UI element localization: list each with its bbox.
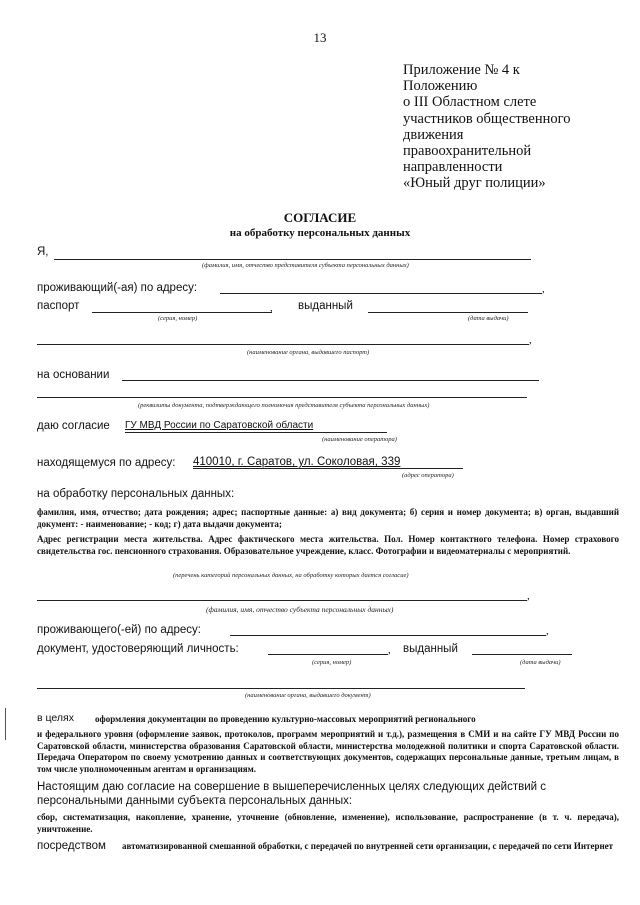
page-number: 13 (313, 30, 327, 45)
passport-issue-date-field[interactable] (368, 312, 528, 313)
subject-address-field[interactable] (230, 635, 546, 636)
passport-number-hint: (серия, номер) (158, 315, 198, 322)
appendix-line: движения (403, 126, 464, 143)
means-text: автоматизированной смешанной обработки, с передачей по внутренней сети организации, с передачей по сети Интернет (122, 841, 614, 851)
subject-issuer-hint: (наименование органа, выдавшего документ) (245, 692, 371, 699)
operator-address-label: находящемуся по адресу: (37, 457, 176, 469)
subject-address-label: проживающего(-ей) по адресу: (37, 624, 201, 636)
comma-mark: , (529, 334, 532, 346)
rep-address-field[interactable] (220, 293, 542, 294)
operator-name: ГУ МВД России по Саратовской области (125, 420, 314, 431)
operator-name-field[interactable] (125, 432, 387, 433)
basis-label: на основании (37, 369, 110, 381)
purpose-first-line: оформления документации по проведению культурно-массовых мероприятий регионального (95, 714, 476, 724)
appendix-line: правоохранительной (403, 143, 532, 160)
means-label: посредством (37, 840, 106, 852)
representative-name-hint: (фамилия, имя, отчество представителя субъекта персональных данных) (202, 262, 409, 269)
appendix-line: Положению (403, 78, 478, 95)
data-categories-hint: (перечень категорий персональных данных, на обработку которых дается согласие) (173, 572, 409, 579)
comma-mark: , (388, 644, 391, 656)
processing-label: на обработку персональных данных: (37, 488, 235, 500)
data-categories-extra: Адрес регистрации места жительства. Адрес фактического места жительства. Пол. Номер контактного телефона. Номер страхового свидетельства гос. пенсионного страхования. Образовательное учреждение, класс. Фотографии и видеоматериалы с мероприятий. (37, 534, 619, 556)
margin-mark (5, 708, 6, 740)
comma-mark: , (270, 302, 273, 314)
appendix-heading (403, 62, 570, 192)
data-categories-main: фамилия, имя, отчество; дата рождения; адрес; паспортные данные: а) вид документа; б) серия и номер документа; в) орган, выдавший документ: - наименование; - код; г) дата выдачи документа; (37, 507, 619, 529)
subject-document-hint: (серия, номер) (312, 659, 352, 666)
comma-mark: , (527, 590, 530, 602)
appendix-line: участников общественного (403, 110, 571, 127)
representative-name-field[interactable] (54, 259, 531, 260)
appendix-line: о III Областном слете (403, 94, 537, 111)
appendix-line: «Юный друг полиции» (403, 175, 546, 192)
basis-hint: (реквизиты документа, подтверждающего полномочия представителя субъекта персональных данных) (138, 402, 430, 409)
subject-issue-date-hint: (дата выдачи) (520, 659, 561, 666)
operator-address-hint: (адрес оператора) (402, 472, 454, 479)
appendix-line: направленности (403, 159, 503, 176)
actions-list: сбор, систематизация, накопление, хранение, уточнение (обновление, изменение), использование, распространение (в т. ч. передача), уничтожение. (37, 812, 619, 834)
subject-issue-date-field[interactable] (472, 654, 572, 655)
i-label: Я, (37, 246, 49, 258)
passport-issuer-field[interactable] (37, 344, 529, 345)
operator-address-field[interactable] (193, 468, 463, 469)
passport-number-field[interactable] (92, 312, 272, 313)
issued-label: выданный (298, 300, 353, 312)
appendix-line: Приложение № 4 к (403, 62, 520, 78)
subject-name-field[interactable] (37, 600, 527, 601)
document-title: СОГЛАСИЕ (283, 210, 357, 225)
operator-name-hint: (наименование оператора) (322, 436, 397, 443)
subject-issuer-field[interactable] (37, 688, 525, 689)
operator-address: 410010, г. Саратов, ул. Соколовая, 339 (193, 456, 401, 468)
subject-issued-label: выданный (403, 643, 458, 655)
passport-issue-date-hint: (дата выдачи) (468, 315, 509, 322)
purpose-text: и федерального уровня (оформление заявок, протоколов, программ мероприятий и т.д.), размещения в СМИ и на сайте ГУ МВД России по Саратовской области, министерства образования Саратовской области, министерства молодежной политики и спорта Саратовской области. Передача Оператором по своему усмотрению данных и соответствующих документов, содержащих персональные данные, третьим лицам, в том числе уполномоченным агентам и организациям. (37, 729, 619, 774)
actions-intro: Настоящим даю согласие на совершение в вышеперечисленных целях следующих действий с персональными данными субъекта персональных данных: (37, 781, 547, 807)
comma-mark: , (542, 283, 545, 295)
passport-label: паспорт (37, 300, 80, 312)
give-consent-label: даю согласие (37, 420, 110, 432)
subject-document-label: документ, удостоверяющий личность: (37, 643, 239, 655)
passport-issuer-hint: (наименование органа, выдавшего паспорт) (247, 349, 370, 356)
basis-field-1[interactable] (122, 380, 539, 381)
subject-document-field[interactable] (268, 654, 388, 655)
rep-address-label: проживающий(-ая) по адресу: (37, 282, 198, 294)
purpose-label: в целях (37, 712, 74, 724)
subject-name-hint: (фамилия, имя, отчество субъекта персональных данных) (206, 605, 394, 614)
basis-field-2[interactable] (37, 397, 527, 398)
document-subtitle: на обработку персональных данных (229, 227, 411, 239)
comma-mark: , (546, 625, 549, 637)
